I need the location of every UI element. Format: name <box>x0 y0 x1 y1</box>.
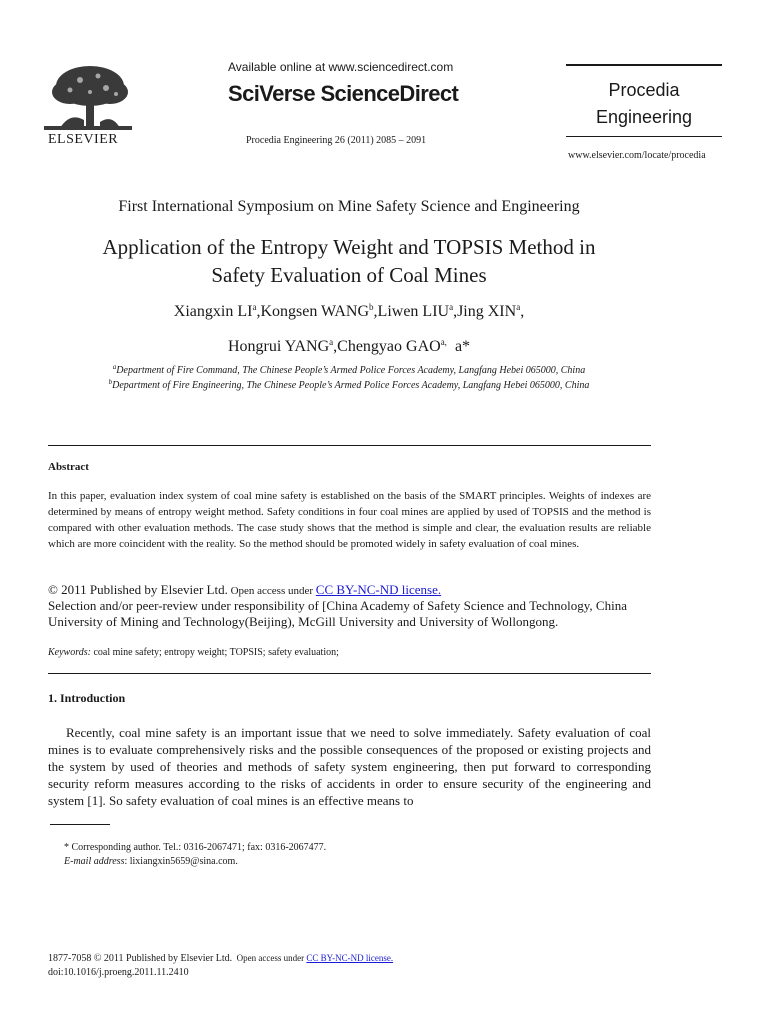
email-footnote <box>64 856 238 867</box>
author-affiliation-mark: b <box>369 302 374 312</box>
keywords-label: Keywords: <box>48 647 91 658</box>
keywords-text: coal mine safety; entropy weight; TOPSIS; safety evaluation; <box>90 647 339 658</box>
abstract-top-rule <box>48 445 651 446</box>
author-name: ,Liwen LIU <box>373 303 450 320</box>
author-affiliation-mark: a, <box>440 337 447 347</box>
issn-text: 1877-7058 © 2011 Published by Elsevier Ltd. <box>48 953 233 964</box>
journal-rule-bottom <box>566 136 722 137</box>
abstract-body: In this paper, evaluation index system of coal mine safety is established on the basis of the SMART principles. Weights of indexes are determined by means of entropy weight method. Safety conditions in four coal mines are applied by used of TOPSIS and the method is compared with other evaluation methods. The case study shows that the method is simple and clear, the evaluation results are reliable which are more coincident with the reality. So the method should be promoted widely in safety evaluation of coal mines. <box>48 490 651 550</box>
corresponding-mark: a* <box>446 338 471 355</box>
license-link[interactable]: CC BY-NC-ND license. <box>315 582 442 597</box>
author-affiliation-mark: a <box>252 302 257 312</box>
author-name: Hongrui YANG <box>227 338 330 355</box>
sciencedirect-brand: SciVerse ScienceDirect <box>228 81 459 106</box>
abstract-bottom-rule <box>48 673 651 674</box>
author-name: ,Kongsen WANG <box>256 303 370 320</box>
footnote-rule <box>50 824 110 825</box>
elsevier-tree-logo <box>40 62 136 134</box>
email-address: : lixiangxin5659@sina.com. <box>124 856 238 867</box>
section-heading-introduction: 1. Introduction <box>48 691 126 705</box>
available-online-text: Available online at www.sciencedirect.com <box>228 60 454 74</box>
affiliation-text: Department of Fire Command, The Chinese People’s Armed Police Forces Academy, Langfang Hebei 065000, China <box>116 365 586 376</box>
affiliation-b <box>0 380 698 391</box>
paper-title-line2: Safety Evaluation of Coal Mines <box>211 263 487 287</box>
affiliation-a <box>0 365 698 376</box>
corresponding-author-footnote: * Corresponding author. Tel.: 0316-2067471; fax: 0316-2067477. <box>64 842 327 853</box>
abstract-heading: Abstract <box>48 461 89 473</box>
introduction-body: Recently, coal mine safety is an important issue that we need to solve immediately. Safety evaluation of coal mines is to evaluate comprehensively risks and the possible consequences of the proposed or existing projects and the system by used of theories and methods of safety system engineering, then put forward to corresponding security reform measures according to the risks of accidents in order to ensure security of the engineering and system [1]. So safety evaluation of coal mines is an effective means to <box>48 725 651 808</box>
issn-line <box>48 953 393 964</box>
journal-name <box>566 77 722 131</box>
doi-text: doi:10.1016/j.proeng.2011.11.2410 <box>48 967 189 978</box>
author-name: Xiangxin LI <box>173 303 253 320</box>
author-separator: , <box>520 303 525 320</box>
journal-name-line2: Engineering <box>595 107 693 127</box>
symposium-name: First International Symposium on Mine Safety Science and Engineering <box>118 198 580 215</box>
paper-title <box>40 233 658 289</box>
journal-rule-top <box>566 64 722 66</box>
affiliation-text: Department of Fire Engineering, The Chinese People’s Armed Police Forces Academy, Langfang Hebei 065000, China <box>112 380 590 391</box>
journal-citation: Procedia Engineering 26 (2011) 2085 – 2091 <box>246 135 427 146</box>
journal-url[interactable]: www.elsevier.com/locate/procedia <box>568 150 706 161</box>
author-list-line1 <box>0 303 698 321</box>
footer-open-access-text: Open access under <box>232 953 307 963</box>
footer-license-link[interactable]: CC BY-NC-ND license. <box>306 953 394 963</box>
author-affiliation-mark: a <box>329 337 334 347</box>
author-list-line2 <box>0 338 698 356</box>
publisher-name: ELSEVIER <box>48 132 119 147</box>
email-label: E-mail address <box>64 856 125 867</box>
journal-name-line1: Procedia <box>608 80 680 100</box>
author-affiliation-mark: a <box>516 302 521 312</box>
author-name: ,Chengyao GAO <box>333 338 441 355</box>
author-name: ,Jing XIN <box>453 303 517 320</box>
copyright-text: © 2011 Published by Elsevier Ltd. <box>48 582 228 597</box>
keywords-line <box>48 647 339 658</box>
open-access-text: Open access under <box>227 585 316 597</box>
affiliation-mark: a <box>112 363 117 371</box>
author-affiliation-mark: a <box>449 302 454 312</box>
copyright-line <box>48 582 441 598</box>
affiliation-mark: b <box>108 378 113 386</box>
paper-title-line1: Application of the Entropy Weight and TOPSIS Method in <box>102 235 596 259</box>
peer-review-statement: Selection and/or peer-review under responsibility of [China Academy of Safety Science and Technology, China University of Mining and Technology(Beijing), McGill University and University of Wollongong. <box>48 598 627 629</box>
